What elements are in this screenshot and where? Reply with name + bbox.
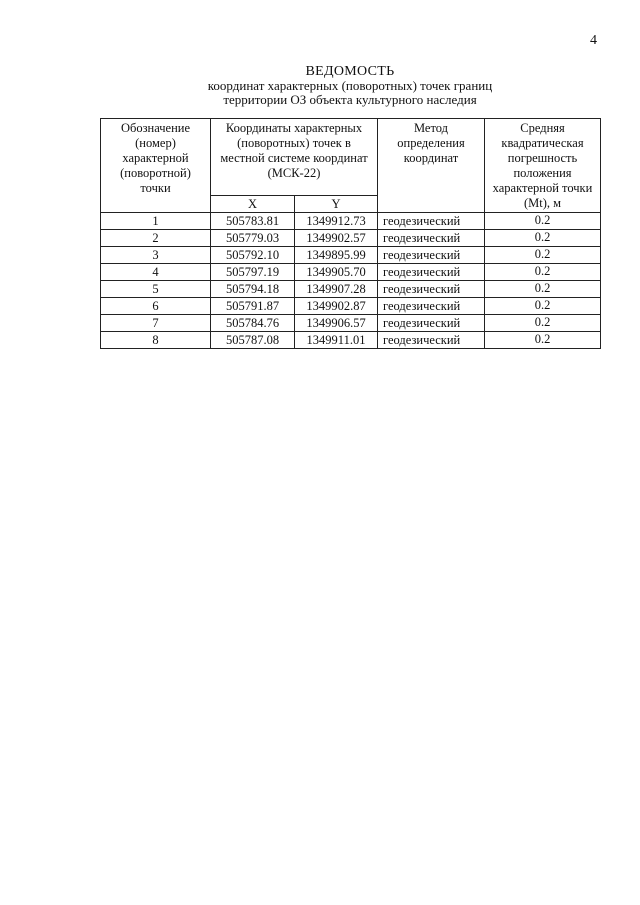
cell-point-number: 3 bbox=[101, 247, 211, 264]
table-row bbox=[101, 315, 601, 332]
page-number: 4 bbox=[590, 33, 597, 48]
header-point bbox=[101, 119, 211, 213]
document-title: ВЕДОМОСТЬ bbox=[305, 64, 395, 79]
cell-method: геодезический bbox=[378, 281, 485, 298]
cell-y: 1349912.73 bbox=[295, 213, 378, 230]
cell-method: геодезический bbox=[378, 315, 485, 332]
cell-point-number: 8 bbox=[101, 332, 211, 349]
table-row bbox=[101, 332, 601, 349]
cell-point-number: 5 bbox=[101, 281, 211, 298]
cell-method: геодезический bbox=[378, 298, 485, 315]
cell-method: геодезический bbox=[378, 247, 485, 264]
cell-x: 505779.03 bbox=[211, 230, 295, 247]
header-error-label: Средняя квадратическая погрешность положения характерной точки (Mt), м bbox=[492, 121, 593, 210]
cell-x: 505787.08 bbox=[211, 332, 295, 349]
cell-error: 0.2 bbox=[485, 281, 601, 298]
cell-point-number: 1 bbox=[101, 213, 211, 230]
cell-method: геодезический bbox=[378, 213, 485, 230]
header-x: X bbox=[211, 196, 295, 213]
cell-error: 0.2 bbox=[485, 332, 601, 349]
table-row bbox=[101, 230, 601, 247]
header-point-label: Обозначение (номер) характерной (поворотной) точки bbox=[120, 121, 191, 195]
header-error bbox=[485, 119, 601, 213]
header-method-label: Метод определения координат bbox=[397, 121, 465, 165]
table-row bbox=[101, 298, 601, 315]
cell-error: 0.2 bbox=[485, 298, 601, 315]
cell-x: 505794.18 bbox=[211, 281, 295, 298]
cell-point-number: 6 bbox=[101, 298, 211, 315]
cell-method: геодезический bbox=[378, 332, 485, 349]
document-subtitle-line-2: территории ОЗ объекта культурного наследия bbox=[223, 92, 477, 107]
header-coordinates-label: Координаты характерных (поворотных) точек в местной системе координат (МСК-22) bbox=[220, 121, 368, 180]
cell-y: 1349895.99 bbox=[295, 247, 378, 264]
cell-x: 505792.10 bbox=[211, 247, 295, 264]
cell-y: 1349902.57 bbox=[295, 230, 378, 247]
header-coordinates bbox=[211, 119, 378, 196]
coordinates-table bbox=[100, 118, 601, 349]
cell-y: 1349906.57 bbox=[295, 315, 378, 332]
table-row bbox=[101, 264, 601, 281]
table-body bbox=[101, 213, 601, 349]
table-row bbox=[101, 213, 601, 230]
cell-x: 505791.87 bbox=[211, 298, 295, 315]
cell-y: 1349907.28 bbox=[295, 281, 378, 298]
cell-x: 505784.76 bbox=[211, 315, 295, 332]
header-method bbox=[378, 119, 485, 213]
cell-error: 0.2 bbox=[485, 247, 601, 264]
header-y: Y bbox=[295, 196, 378, 213]
cell-x: 505797.19 bbox=[211, 264, 295, 281]
cell-method: геодезический bbox=[378, 264, 485, 281]
cell-x: 505783.81 bbox=[211, 213, 295, 230]
cell-point-number: 4 bbox=[101, 264, 211, 281]
cell-y: 1349911.01 bbox=[295, 332, 378, 349]
table-row bbox=[101, 247, 601, 264]
cell-error: 0.2 bbox=[485, 230, 601, 247]
cell-error: 0.2 bbox=[485, 264, 601, 281]
cell-y: 1349905.70 bbox=[295, 264, 378, 281]
cell-y: 1349902.87 bbox=[295, 298, 378, 315]
table-row bbox=[101, 281, 601, 298]
cell-method: геодезический bbox=[378, 230, 485, 247]
cell-error: 0.2 bbox=[485, 213, 601, 230]
cell-point-number: 2 bbox=[101, 230, 211, 247]
title-block bbox=[100, 64, 600, 107]
cell-error: 0.2 bbox=[485, 315, 601, 332]
document-subtitle-line-1: координат характерных (поворотных) точек границ bbox=[207, 78, 493, 93]
cell-point-number: 7 bbox=[101, 315, 211, 332]
